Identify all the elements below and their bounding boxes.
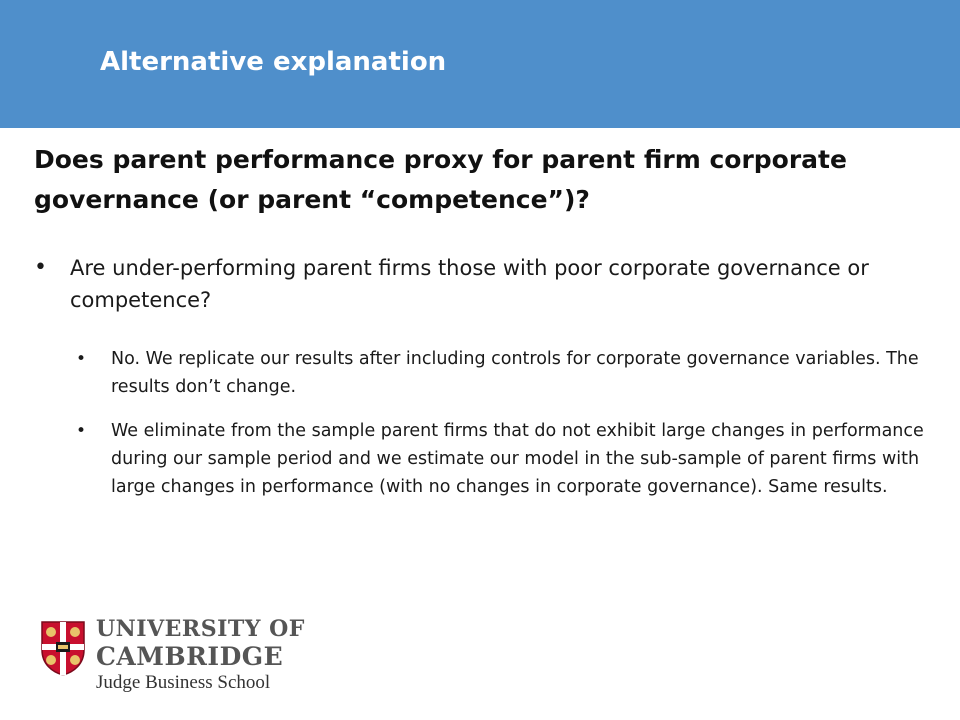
bullet-text: Are under-performing parent firms those with poor corporate governance or competence?: [70, 256, 869, 312]
question-heading: Does parent performance proxy for parent firm corporate governance (or parent “competence”)?: [34, 145, 847, 214]
slide-title: Alternative explanation: [100, 47, 447, 77]
logo-line-cambridge: CAMBRIDGE: [96, 642, 284, 671]
university-logo: [40, 612, 305, 694]
sub-bullet-text: No. We replicate our results after including controls for corporate governance variables. The results don’t change.: [111, 349, 919, 397]
university-crest-icon: [40, 620, 86, 676]
sub-bullet-dot: •: [76, 421, 87, 441]
bullet-dot: •: [34, 255, 47, 280]
sub-bullet-text: We eliminate from the sample parent firms that do not exhibit large changes in performance during our sample period and we estimate our model in the sub-sample of parent firms with large changes in performance (with no changes in corporate governance). Same results.: [111, 421, 924, 497]
logo-line-judge-business-school: Judge Business School: [96, 672, 271, 693]
sub-bullet-item: [76, 417, 936, 501]
logo-line-university-of: UNIVERSITY OF: [96, 616, 305, 642]
header-band: [0, 0, 960, 128]
sub-bullet-item: [76, 345, 936, 401]
sub-bullet-list: [76, 345, 936, 517]
bullet-list: [34, 252, 914, 316]
sub-bullet-dot: •: [76, 349, 87, 369]
bullet-item: [34, 252, 914, 316]
